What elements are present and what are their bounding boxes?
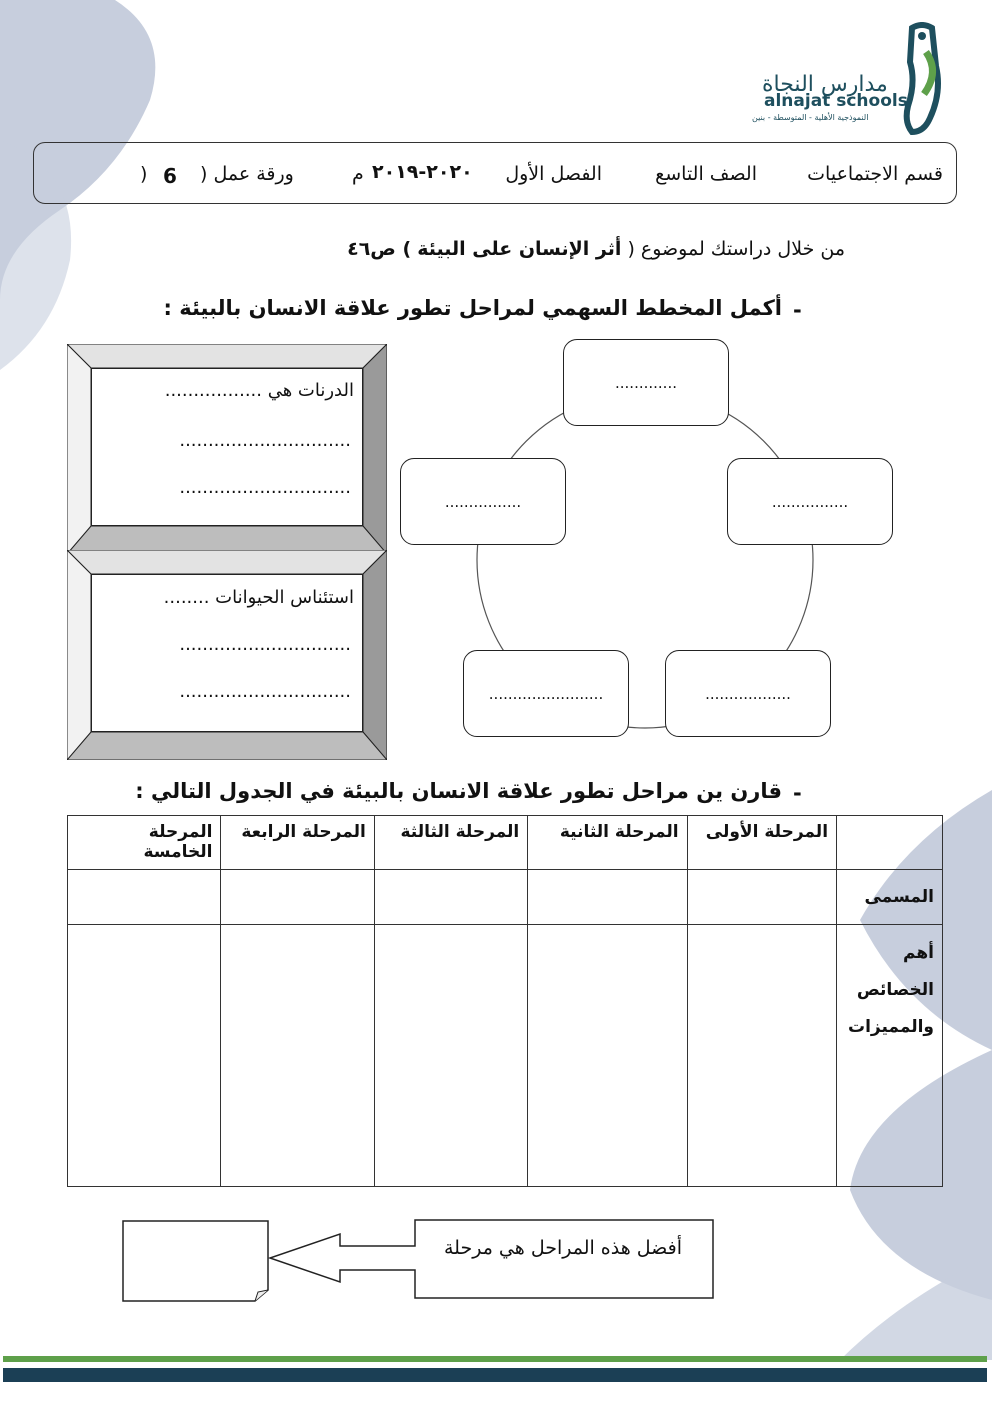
frame-first-line3[interactable]: ..............................: [179, 477, 351, 498]
table-cell[interactable]: [221, 925, 374, 1187]
task2-dash: -: [793, 781, 802, 805]
table-header-stage-5: المرحلة الخامسة: [68, 816, 221, 870]
cycle-box-top[interactable]: .............: [563, 339, 729, 426]
table-header-stage-3: المرحلة الثالثة: [374, 816, 527, 870]
table-cell[interactable]: [687, 870, 836, 925]
term-label: الفصل الأول: [505, 163, 602, 185]
department-label: قسم الاجتماعيات: [807, 163, 943, 185]
school-name-en: alnajat schools: [764, 91, 908, 111]
year-suffix: م: [352, 163, 364, 185]
intro-suffix: ) ص٤٦: [347, 238, 412, 260]
table-header-row: [68, 816, 943, 870]
intro-topic: أثر الإنسان على البيئة: [417, 238, 622, 260]
table-cell[interactable]: [221, 870, 374, 925]
table-header-corner: [837, 816, 943, 870]
frame-second-line2[interactable]: ..............................: [179, 634, 351, 655]
grade-label: الصف التاسع: [655, 163, 757, 185]
frame-second-label: استئناس الحيوانات ........: [163, 587, 354, 608]
task2-text: قارن ين مراحل تطور علاقة الانسان بالبيئة في الجدول التالي :: [135, 779, 782, 803]
table-cell[interactable]: [528, 925, 687, 1187]
row-label-features: [837, 925, 943, 1187]
footer-stripe-green: [3, 1356, 987, 1362]
bg-shape-right-3: [840, 1255, 992, 1360]
school-name-ar: مدارس النجاة: [762, 72, 888, 97]
frame-first-line2[interactable]: ..............................: [179, 430, 351, 451]
school-logo-icon: [896, 22, 948, 138]
table-cell[interactable]: [528, 870, 687, 925]
table-header-stage-4: المرحلة الرابعة: [221, 816, 374, 870]
table-cell[interactable]: [374, 870, 527, 925]
table-header-stage-1: المرحلة الأولى: [687, 816, 836, 870]
worksheet-number: 6: [163, 164, 177, 188]
frame-second-line3[interactable]: ..............................: [179, 681, 351, 702]
row-label-features-line-1: أهم: [903, 943, 934, 963]
cycle-box-bottom-right[interactable]: ..................: [665, 650, 831, 737]
cycle-box-left[interactable]: ................: [400, 458, 566, 545]
worksheet-close: ): [140, 163, 148, 185]
callout-text: أفضل هذه المراحل هي مرحلة: [444, 1237, 683, 1259]
table-cell[interactable]: [68, 925, 221, 1187]
worksheet-label: ورقة عمل (: [200, 163, 294, 185]
cycle-box-bottom-left[interactable]: ........................: [463, 650, 629, 737]
table-row: [68, 870, 943, 925]
row-label-features-line-2: الخصائص: [856, 980, 934, 1000]
row-label-features-line-3: والمميزات: [848, 1017, 934, 1037]
answer-box[interactable]: [124, 1222, 264, 1297]
school-year: ٢٠٢٠-٢٠١٩: [372, 161, 473, 183]
table-header-stage-2: المرحلة الثانية: [528, 816, 687, 870]
table-cell[interactable]: [687, 925, 836, 1187]
frame-first-label: الدرنات هي .................: [164, 380, 354, 401]
table-row: [68, 925, 943, 1187]
table-cell[interactable]: [374, 925, 527, 1187]
school-tagline: النموذجية الأهلية - المتوسطة - بنين: [752, 113, 869, 122]
cycle-box-right[interactable]: ................: [727, 458, 893, 545]
task1-text: أكمل المخطط السهمي لمراحل تطور علاقة الانسان بالبيئة :: [163, 296, 782, 320]
intro-line: [330, 238, 845, 260]
comparison-table: [67, 815, 943, 1187]
task1-dash: -: [793, 298, 802, 322]
table-cell[interactable]: [68, 870, 221, 925]
row-label-name: المسمى: [837, 870, 943, 925]
footer-stripe-navy: [3, 1368, 987, 1382]
intro-prefix: من خلال دراستك لموضوع (: [627, 238, 845, 260]
